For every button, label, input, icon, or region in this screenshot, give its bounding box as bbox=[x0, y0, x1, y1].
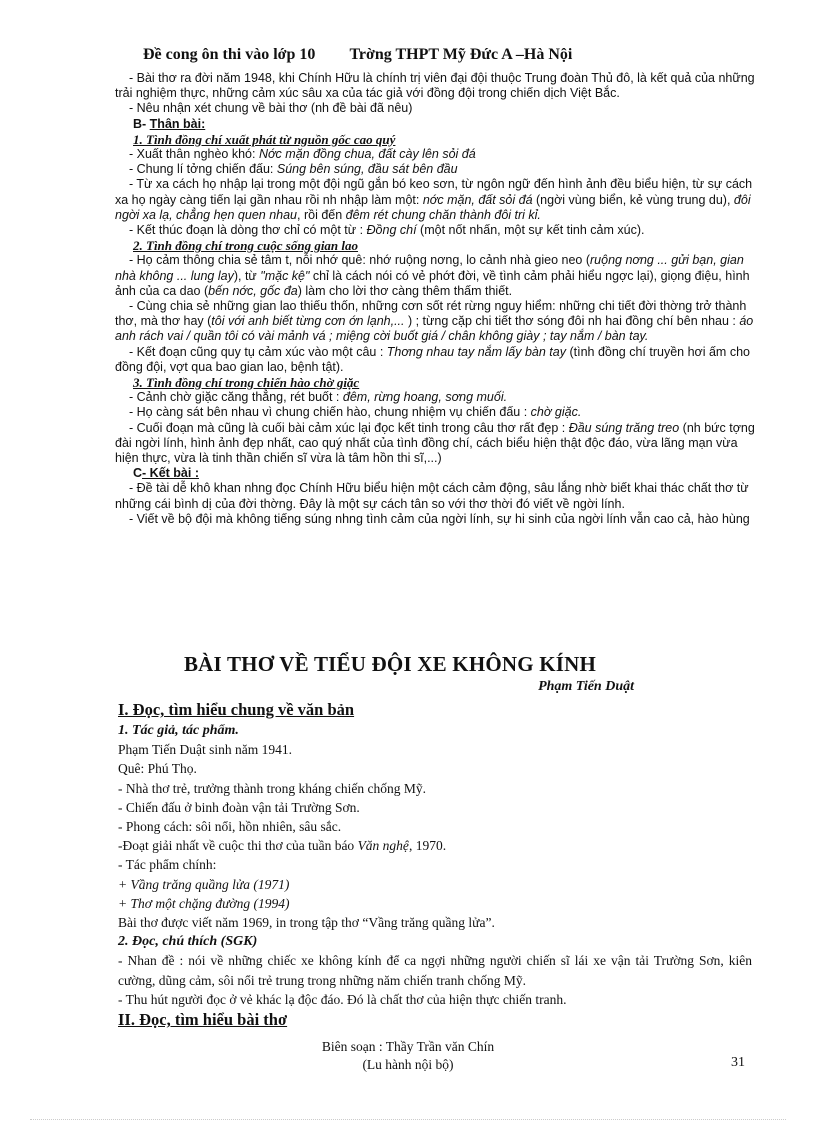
text: (tình đồng chí truyền hơi ấm cho đồng đội, vợt qua bao gian lao, bệnh tật). bbox=[115, 344, 750, 374]
text: (một nốt nhấn, một sự kết tinh cảm xúc). bbox=[416, 223, 645, 238]
heading-part-2: II. Đọc, tìm hiểu bài thơ bbox=[118, 1010, 288, 1030]
section-heading-c bbox=[115, 466, 755, 481]
section-label: - Kết bài : bbox=[142, 466, 199, 481]
text: - Cảnh chờ giặc căng thẳng, rét buốt : bbox=[129, 390, 343, 405]
poem-author: Phạm Tiến Duật bbox=[538, 679, 634, 694]
paragraph: - Thu hút người đọc ở vẻ khác lạ độc đáo. Đó là chất thơ của hiện thực chiến tranh. bbox=[118, 991, 567, 1007]
paragraph bbox=[115, 177, 755, 223]
paragraph: Phạm Tiến Duật sinh năm 1941. bbox=[118, 742, 293, 758]
list-item: - Phong cách: sôi nổi, hồn nhiên, sâu sắc. bbox=[118, 819, 342, 835]
quote: Đồng chí bbox=[366, 223, 417, 238]
header-doc-title: Đề cong ôn thi vào lớp 10 bbox=[143, 46, 316, 63]
section-label: Thân bài: bbox=[149, 116, 206, 131]
heading-author-work: 1. Tác giả, tác phẩm. bbox=[118, 723, 239, 738]
quote: Thơng nhau tay nắm lấy bàn tay bbox=[386, 344, 566, 359]
page-header bbox=[143, 46, 572, 64]
text: - Họ cảm thông chia sẻ tâm t, nỗi nhớ quê: nhớ ruộng nơng, lo cảnh nhà gieo neo ( bbox=[129, 253, 590, 268]
text: - Chung lí tởng chiến đấu: bbox=[129, 162, 277, 177]
heading-reading-notes: 2. Đọc, chú thích (SGK) bbox=[118, 934, 258, 950]
text: , 1970. bbox=[408, 838, 447, 854]
paragraph bbox=[115, 162, 755, 177]
paragraph bbox=[115, 299, 755, 345]
paragraph bbox=[115, 421, 755, 467]
paragraph bbox=[115, 390, 755, 405]
paragraph: - Bài thơ ra đời năm 1948, khi Chính Hữu là chính trị viên đại đội thuộc Trung đoàn Thủ đô, là kết quả của những trải nghiệm thực, những cảm xúc sâu xa của tác giả với đồng đội trong chiến dịch Việt Bắc. bbox=[115, 71, 755, 101]
quote: tôi với anh biết từng cơn ớn lạnh,... bbox=[211, 314, 405, 329]
text: ) ; từng cặp chi tiết thơ sóng đôi nh hai đồng chí bên nhau : bbox=[404, 314, 740, 329]
list-item: - Tác phẩm chính: bbox=[118, 857, 217, 873]
subheading bbox=[115, 375, 755, 390]
paragraph: Bài thơ được viết năm 1969, in trong tập thơ “Vầng trăng quầng lửa”. bbox=[118, 915, 495, 931]
text: - Từ xa cách họ nhập lại trong một đội ngũ gắn bó keo sơn, từ ngôn ngữ đến hình ảnh đều biểu hiện, từ sự cách xa họ ngày càng tiến lại gần nhau rồi nh nhập làm một: bbox=[115, 177, 753, 207]
quote: "mặc kệ" bbox=[260, 268, 310, 283]
paragraph: - Nêu nhận xét chung về bài thơ (nh đề bài đã nêu) bbox=[129, 101, 413, 116]
poem-title: BÀI THƠ VỀ TIỂU ĐỘI XE KHÔNG KÍNH bbox=[183, 652, 597, 676]
quote: nớc mặn, đất sỏi đá bbox=[422, 192, 533, 207]
quote: Đầu súng trăng treo bbox=[568, 420, 680, 435]
paragraph bbox=[115, 147, 755, 162]
section-xe-khong-kinh bbox=[118, 699, 752, 1031]
page-number: 31 bbox=[731, 1055, 745, 1070]
work-item: + Thơ một chặng đường (1994) bbox=[118, 895, 290, 911]
work-item: + Vầng trăng quầng lửa (1971) bbox=[118, 876, 290, 892]
text: chỉ là cách nói có vẻ phớt đời, về tình cảm phải hiểu ngợc lại), giọng điệu, hình ảnh của ca dao ( bbox=[115, 268, 750, 298]
paragraph bbox=[115, 223, 755, 238]
text: (ngời vùng biển, kẻ vùng trung du), bbox=[532, 192, 734, 207]
quote: đôi ngời xa lạ, chẳng hẹn quen nhau bbox=[115, 192, 751, 222]
text: - Cùng chia sẻ những gian lao thiếu thốn, những cơn sốt rét rừng nguy hiểm: những chi tiết đời thờng trở thành thơ, mà thơ hay ( bbox=[115, 299, 747, 329]
heading-part-1: I. Đọc, tìm hiểu chung về văn bản bbox=[118, 700, 355, 719]
paragraph bbox=[115, 345, 755, 375]
quote: áo anh rách vai / quần tôi có vài mảnh vá ; miệng cời buốt giá / chân không giày ; tay nắm / bàn tay. bbox=[115, 314, 754, 344]
list-item: - Nhà thơ trẻ, trưởng thành trong kháng chiến chống Mỹ. bbox=[118, 780, 427, 796]
paragraph: - Đề tài dễ khô khan nhng đọc Chính Hữu biểu hiện một cách cảm động, sâu lắng nhờ biết khai thác chất thơ từ những cái bình dị của đời thờng. Đây là một sự cách tân so với thơ thời đó viết về ngời lính. bbox=[115, 481, 749, 511]
subheading-text: 3. Tình đồng chí trong chiến hào chờ giặc bbox=[133, 375, 360, 391]
paragraph: - Nhan đề : nói về những chiếc xe không kính để ca ngợi những người chiến sĩ lái xe vận tải Trường Sơn, kiên cường, dũng cảm, sôi nổi trẻ trung trong những năm chiến tranh chống Mỹ. bbox=[118, 953, 752, 988]
text: - Kết thúc đoạn là dòng thơ chỉ có một từ : bbox=[129, 223, 367, 238]
paragraph bbox=[115, 405, 755, 420]
text: -Đoạt giải nhất về cuộc thi thơ của tuần báo bbox=[118, 838, 358, 854]
subheading bbox=[115, 132, 755, 147]
quote: đêm rét chung chăn thành đôi tri kỉ. bbox=[345, 207, 541, 222]
text: ), từ bbox=[233, 268, 261, 283]
header-school: Trờng THPT Mỹ Đức A –Hà Nội bbox=[349, 46, 573, 63]
text: - Xuất thân nghèo khó: bbox=[129, 147, 259, 162]
paragraph: - Viết về bộ đội mà không tiếng súng nhng tình cảm của ngời lính, sự hi sinh của ngời lính vẫn cao cả, hào hùng bbox=[129, 511, 750, 526]
subheading bbox=[115, 238, 755, 253]
quote: Nớc mặn đồng chua, đất cày lên sỏi đá bbox=[258, 147, 476, 162]
footer-compiler: Biên soạn : Thầy Trần văn Chín bbox=[321, 1039, 495, 1054]
footer-circulation: (Lu hành nội bộ) bbox=[362, 1057, 454, 1072]
text: - Cuối đoạn mà cũng là cuối bài cảm xúc lại đọc kết tinh trong câu thơ rất đẹp : bbox=[129, 420, 569, 435]
paragraph: Quê: Phú Thọ. bbox=[118, 761, 197, 777]
subheading-text: 1. Tình đồng chí xuất phát từ nguồn gốc cao quý bbox=[133, 131, 396, 147]
section-dong-chi bbox=[115, 71, 755, 527]
quote: bến nớc, gốc đa bbox=[208, 283, 298, 298]
paragraph bbox=[115, 253, 755, 299]
section-prefix: B- bbox=[133, 116, 150, 131]
text: - Họ càng sát bên nhau vì chung chiến hào, chung nhiệm vụ chiến đấu : bbox=[129, 405, 531, 420]
section-heading-b bbox=[115, 117, 755, 132]
quote: đêm, rừng hoang, sơng muối. bbox=[342, 390, 508, 405]
list-item bbox=[118, 836, 752, 855]
text: (nh bức tợng đài ngời lính, hình ảnh đẹp nhất, cao quý nhất của tình đồng chí, cách biểu hiện thật độc đáo, vừa lãng mạn vừa hiện thực, vừa là tinh thần chiến sĩ vừa là tâm hồn thi sĩ,...) bbox=[115, 420, 755, 466]
subheading-text: 2. Tình đồng chí trong cuộc sống gian lao bbox=[133, 238, 359, 254]
quote: Súng bên súng, đầu sát bên đầu bbox=[276, 162, 458, 177]
page-footer bbox=[0, 1038, 816, 1074]
text: , rồi đến bbox=[297, 207, 346, 222]
publication-name: Văn nghệ bbox=[357, 838, 409, 854]
text: ) làm cho lời thơ càng thêm thấm thiết. bbox=[297, 283, 513, 298]
quote: ruộng nơng ... gửi bạn, gian nhà không ... lung lay bbox=[115, 253, 744, 283]
quote: chờ giặc. bbox=[530, 405, 582, 420]
list-item: - Chiến đấu ở binh đoàn vận tải Trường Sơn. bbox=[118, 799, 360, 815]
text: - Kết đoạn cũng quy tụ cảm xúc vào một câu : bbox=[129, 344, 387, 359]
section-prefix: C bbox=[133, 466, 143, 481]
bottom-divider bbox=[30, 1119, 786, 1120]
